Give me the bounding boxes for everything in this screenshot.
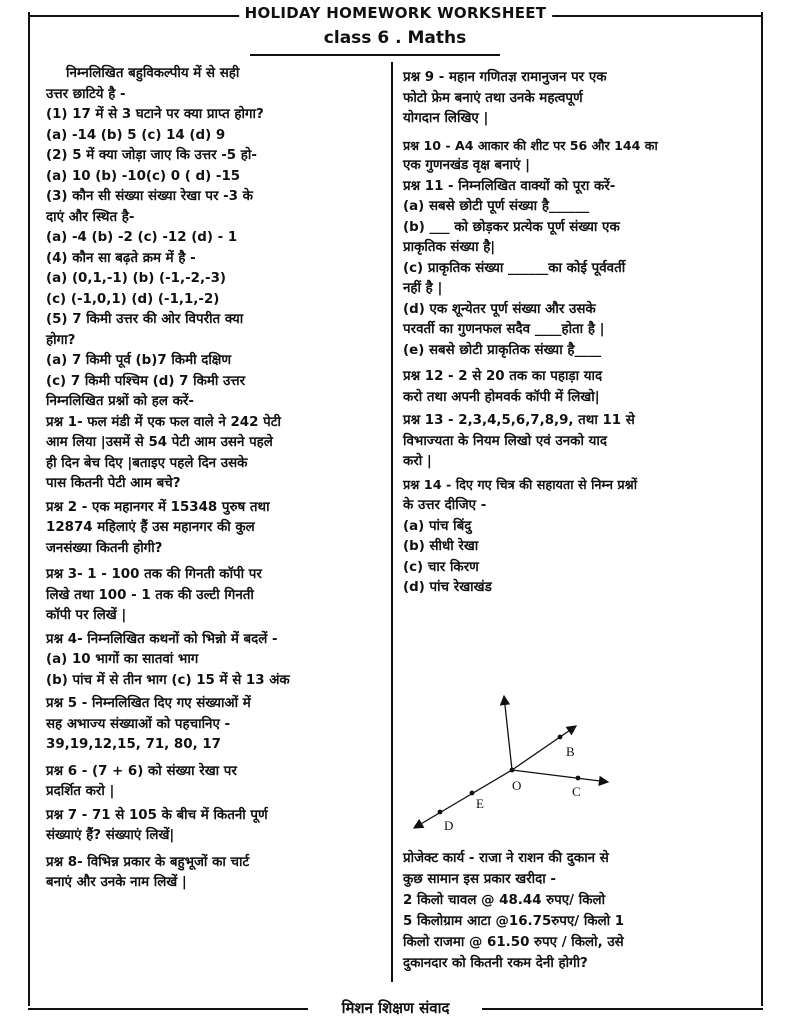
- q11-a: (a) सबसे छोटी पूर्ण संख्या है______: [403, 199, 590, 214]
- q4-line-2: (a) 10 भागों का सातवां भाग: [46, 652, 199, 667]
- q3-line-1: प्रश्न 3- 1 - 100 तक की गिनती कॉपी पर: [46, 567, 262, 582]
- point-C: [576, 776, 581, 781]
- mcq-1-options: (a) -14 (b) 5 (c) 14 (d) 9: [46, 127, 226, 143]
- mcq-2-options: (a) 10 (b) -10(c) 0 ( d) -15: [46, 168, 241, 184]
- q14-a: (a) पांच बिंदु: [403, 518, 472, 534]
- mcq-intro-line-1: निम्नलिखित बहुविकल्पीय में से सही: [66, 66, 240, 81]
- q9-line-2: फोटो फ्रेम बनाएं तथा उनके महत्वपूर्ण: [403, 90, 583, 106]
- q2-line-3: जनसंख्या कितनी होगी?: [46, 540, 163, 556]
- q3-line-2: लिखे तथा 100 - 1 तक की उल्टी गिनती: [46, 587, 254, 603]
- q2-line-1: प्रश्न 2 - एक महानगर में 15348 पुरुष तथा: [46, 499, 270, 515]
- q11-heading: प्रश्न 11 - निम्नलिखित वाक्यों को पूरा करें-: [403, 178, 616, 194]
- label-D: D: [444, 818, 454, 833]
- project-line-3: 2 किलो चावल @ 48.44 रुपए/ किलो: [403, 893, 606, 908]
- label-O: O: [512, 778, 522, 793]
- q13-line-2: विभाज्यता के नियम लिखो एवं उनको याद: [403, 433, 607, 449]
- footer-rule-left: [28, 1008, 308, 1010]
- footer-rule-right: [482, 1008, 763, 1010]
- q14-b: (b) सीधी रेखा: [403, 539, 479, 554]
- point-E: [470, 791, 475, 796]
- q14-line-2: के उत्तर दीजिए -: [403, 498, 487, 513]
- mcq-5-options-2: (c) 7 किमी पश्चिम (d) 7 किमी उत्तर: [46, 373, 246, 389]
- mcq-3-question: (3) कौन सी संख्या संख्या रेखा पर -3 के: [46, 189, 253, 204]
- mcq-3-options: (a) -4 (b) -2 (c) -12 (d) - 1: [46, 230, 238, 245]
- q11-e: (e) सबसे छोटी प्राकृतिक संख्या है____: [403, 342, 602, 358]
- q14-d: (d) पांच रेखाखंड: [403, 580, 492, 595]
- mcq-4-question: (4) कौन सा बढ़ते क्रम में है -: [46, 250, 196, 266]
- mcq-5-options-1: (a) 7 किमी पूर्व (b)7 किमी दक्षिण: [46, 353, 232, 368]
- q9-line-3: योगदान लिखिए |: [403, 111, 489, 126]
- frame-left-border: [28, 12, 30, 1006]
- worksheet-title: HOLIDAY HOMEWORK WORKSHEET: [239, 4, 553, 22]
- q11-d-cont: परवर्ती का गुणनफल सदैव ____होता है |: [403, 322, 605, 337]
- header-rule-left: [28, 15, 263, 17]
- solve-heading: निम्नलिखित प्रश्नों को हल करें-: [46, 394, 194, 409]
- mcq-1-question: (1) 17 में से 3 घटाने पर क्या प्राप्त होगा?: [46, 107, 264, 122]
- column-divider: [391, 62, 393, 982]
- q2-line-2: 12874 महिलाएं हैं उस महानगर की कुल: [46, 520, 255, 535]
- q4-line-3: (b) पांच में से तीन भाग (c) 15 में से 13 अंक: [46, 672, 290, 688]
- point-O: [510, 768, 515, 773]
- q6-line-2: प्रदर्शित करो |: [46, 784, 115, 799]
- geometry-figure: [400, 690, 620, 840]
- q11-c: (c) प्राकृतिक संख्या ______का कोई पूर्ववर्ती: [403, 260, 626, 276]
- header-rule-right: [528, 15, 763, 17]
- q12-line-2: करो तथा अपनी होमवर्क कॉपी में लिखो|: [403, 389, 600, 405]
- label-E: E: [476, 796, 484, 811]
- q5-line-1: प्रश्न 5 - निम्नलिखित दिए गए संख्याओं में: [46, 696, 251, 711]
- q11-d: (d) एक शून्येतर पूर्ण संख्या और उसके: [403, 301, 596, 317]
- left-column: [46, 64, 384, 894]
- q4-line-1: प्रश्न 4- निम्नलिखित कथनों को भिन्नो में बदलें -: [46, 631, 278, 647]
- q8-line-2: बनाएं और उनके नाम लिखें |: [46, 875, 187, 890]
- project-line-6: दुकानदार को कितनी रकम देनी होगी?: [403, 956, 588, 971]
- header: [0, 4, 791, 26]
- q13-line-1: प्रश्न 13 - 2,3,4,5,6,7,8,9, तथा 11 से: [403, 413, 635, 428]
- project-work: [403, 848, 763, 974]
- right-column: [403, 68, 761, 599]
- project-line-2: कुछ सामान इस प्रकार खरीदा -: [403, 872, 556, 887]
- lines-rays-diagram: [400, 690, 620, 840]
- q6-line-1: प्रश्न 6 - (7 + 6) को संख्या रेखा पर: [46, 763, 237, 779]
- label-B: B: [566, 744, 575, 759]
- q9-line-1: प्रश्न 9 - महान गणितज्ञ रामानुजन पर एक: [403, 70, 607, 85]
- mcq-5-question: (5) 7 किमी उत्तर की ओर विपरीत क्या: [46, 312, 244, 327]
- q1-line-3: ही दिन बेच दिए |बताइए पहले दिन उसके: [46, 455, 248, 471]
- mcq-5-question-cont: होगा?: [46, 332, 76, 348]
- q14-line-1: प्रश्न 14 - दिए गए चित्र की सहायता से निम्न प्रश्नों: [403, 477, 638, 493]
- q1-line-4: पास कितनी पेटी आम बचे?: [46, 476, 181, 491]
- q10-line-2: एक गुणनखंड वृक्ष बनाएं |: [403, 158, 530, 173]
- q12-line-1: प्रश्न 12 - 2 से 20 तक का पहाड़ा याद: [403, 369, 603, 384]
- mcq-4-options-2: (c) (-1,0,1) (d) (-1,1,-2): [46, 291, 220, 307]
- q8-line-1: प्रश्न 8- विभिन्न प्रकार के बहुभूजों का चार्ट: [46, 854, 250, 870]
- q7-line-1: प्रश्न 7 - 71 से 105 के बीच में कितनी पूर्ण: [46, 807, 268, 823]
- footer-brand: मिशन शिक्षण संवाद: [334, 998, 458, 1018]
- mcq-3-question-cont: दाएं और स्थित है-: [46, 209, 135, 225]
- point-D: [438, 810, 443, 815]
- q14-c: (c) चार किरण: [403, 559, 479, 575]
- subtitle-underline: [250, 54, 500, 56]
- mcq-4-options-1: (a) (0,1,-1) (b) (-1,-2,-3): [46, 271, 227, 286]
- mcq-intro-line-2: उत्तर छाटिये है -: [46, 86, 126, 102]
- point-B: [558, 735, 563, 740]
- q5-line-3: 39,19,12,15, 71, 80, 17: [46, 737, 221, 752]
- q11-b: (b) ___ को छोड़कर प्रत्येक पूर्ण संख्या एक: [403, 219, 620, 235]
- ray-OC: [512, 770, 608, 782]
- line-DB: [414, 770, 512, 828]
- q11-c-cont: नहीं है |: [403, 281, 443, 296]
- q13-line-3: करो |: [403, 454, 432, 469]
- q3-line-3: कॉपी पर लिखें |: [46, 608, 127, 623]
- q1-line-1: प्रश्न 1- फल मंडी में एक फल वाले ने 242 पेटी: [46, 414, 281, 430]
- label-C: C: [572, 784, 581, 799]
- vertical-ray: [504, 696, 512, 770]
- q11-b-cont: प्राकृतिक संख्या है|: [403, 240, 496, 255]
- footer: [0, 998, 791, 1020]
- q7-line-2: संख्याएं हैं? संख्याएं लिखें|: [46, 828, 175, 843]
- project-line-4: 5 किलोग्राम आटा @16.75रुपए/ किलो 1: [403, 914, 625, 929]
- project-line-1: प्रोजेक्ट कार्य - राजा ने राशन की दुकान से: [403, 851, 609, 866]
- q1-line-2: आम लिया |उसमें से 54 पेटी आम उसने पहले: [46, 435, 273, 450]
- mcq-2-question: (2) 5 में क्या जोड़ा जाए कि उत्तर -5 हो-: [46, 148, 257, 163]
- q10-line-1: प्रश्न 10 - A4 आकार की शीट पर 56 और 144 का: [403, 137, 658, 153]
- class-subject: class 6 . Maths: [323, 28, 467, 48]
- project-line-5: किलो राजमा @ 61.50 रुपए / किलो, उसे: [403, 935, 624, 950]
- q5-line-2: सह अभाज्य संख्याओं को पहचानिए -: [46, 716, 231, 732]
